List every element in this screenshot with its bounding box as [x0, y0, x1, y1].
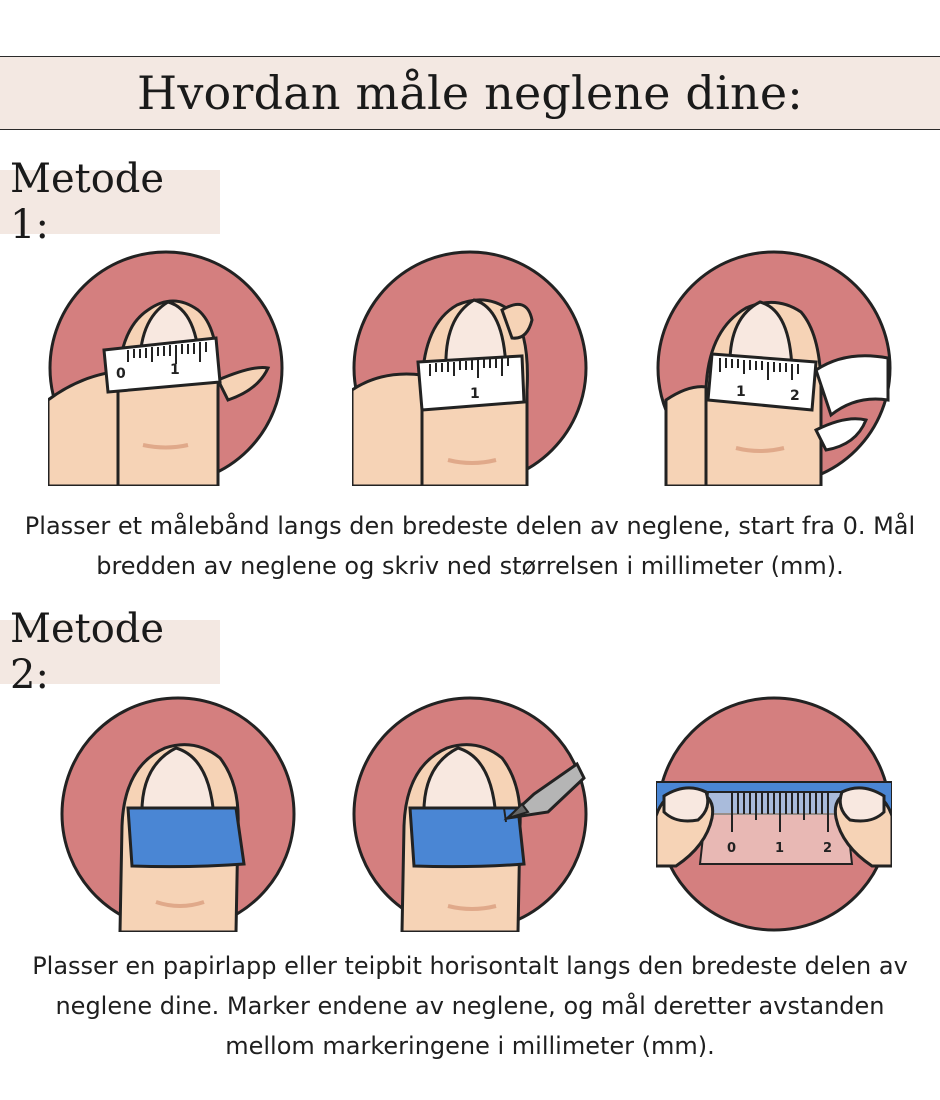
paper-strip-ruler-illustration [656, 696, 892, 932]
page-title: Hvordan måle neglene dine: [137, 66, 803, 120]
ruler-label: 1 [775, 841, 785, 856]
method-2-illustrations [0, 694, 940, 934]
finger-tape-illustration-3 [656, 250, 892, 486]
ruler-label: 1 [470, 386, 480, 402]
ruler-label: 0 [727, 841, 737, 856]
ruler-label: 0 [116, 366, 126, 382]
method-1-illustrations [0, 248, 940, 488]
finger-tape-illustration-2 [352, 250, 588, 486]
ruler-label: 2 [790, 388, 800, 404]
finger-tape-illustration-1 [48, 250, 284, 486]
ruler-label: 1 [170, 362, 180, 378]
method-2-description: Plasser en papirlapp eller teipbit horisontalt langs den bredeste delen av neglene dine. Marker endene av neglene, og mål deretter avstanden mellom markeringene i millimeter (mm). [32, 952, 908, 1060]
ruler-label: 1 [736, 384, 746, 400]
method-2-label [0, 606, 220, 698]
finger-mark-pen-illustration [352, 696, 588, 932]
method-2-heading: Metode 2: [10, 606, 165, 698]
finger-paper-strip-illustration [60, 696, 296, 932]
method-1-description: Plasser et målebånd langs den bredeste delen av neglene, start fra 0. Mål bredden av neglene og skriv ned størrelsen i millimeter (mm). [24, 512, 916, 580]
title-band [0, 56, 940, 130]
ruler-label: 2 [823, 841, 833, 856]
method-1-heading: Metode 1: [10, 156, 165, 248]
method-1-label [0, 156, 220, 248]
